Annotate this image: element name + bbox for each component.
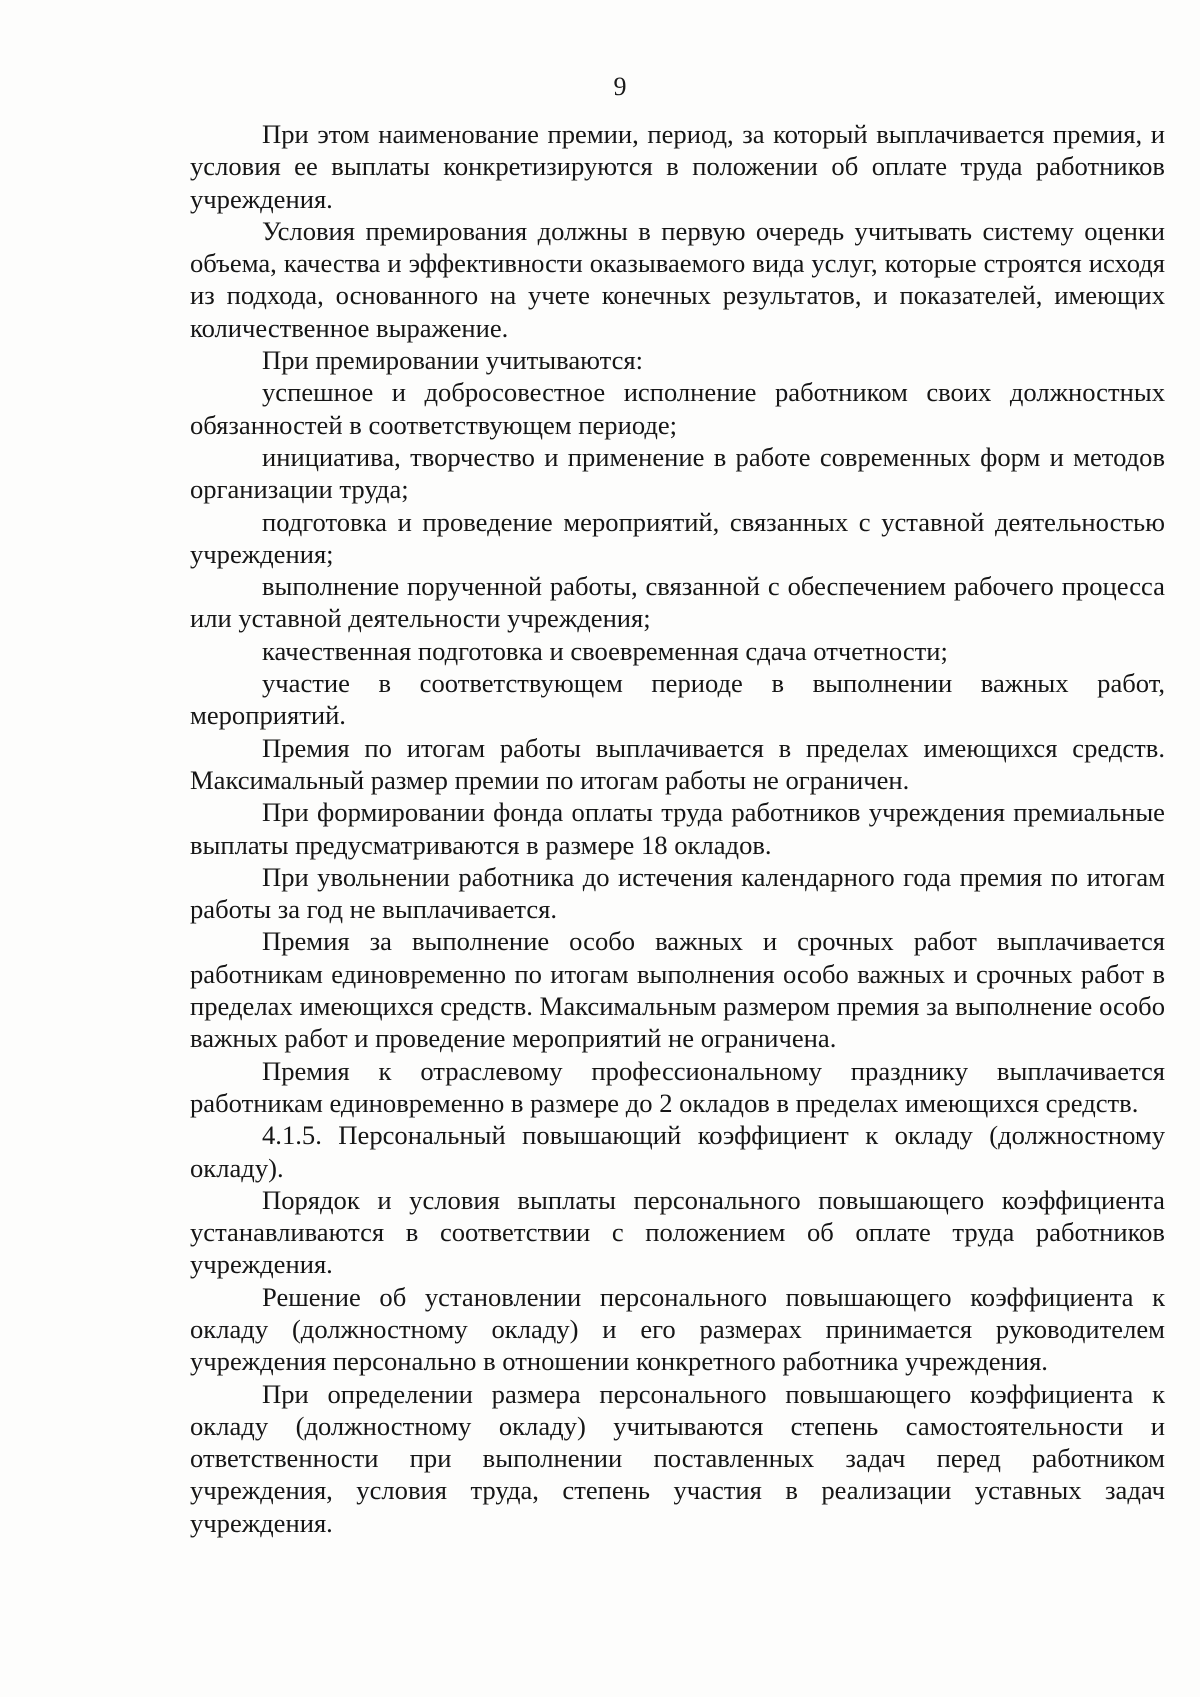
list-item-important-works: участие в соответствующем периоде в выполнении важных работ, мероприятий. bbox=[190, 668, 1165, 731]
paragraph-bonus-criteria-intro: При премировании учитываются: bbox=[262, 345, 644, 376]
paragraph-urgent-work-bonus: Премия за выполнение особо важных и срочных работ выплачивается работникам единовременно по итогам выполнения особо важных и срочных работ в пределах имеющихся средств. Максимальным размером премия за выполнение особо важных работ и проведение мероприятий не ограничена. bbox=[190, 926, 1165, 1054]
paragraph-holiday-bonus: Премия к отраслевому профессиональному празднику выплачивается работникам единовременно в размере до 2 окладов в пределах имеющихся средств. bbox=[190, 1055, 1165, 1118]
paragraph-coefficient-procedure: Порядок и условия выплаты персонального повышающего коэффициента устанавливаются в соответствии с положением об оплате труда работников учреждения. bbox=[190, 1184, 1165, 1280]
list-item-initiative: инициатива, творчество и применение в работе современных форм и методов организации труда; bbox=[190, 441, 1165, 505]
paragraph-coefficient-decision: Решение об установлении персонального повышающего коэффициента к окладу (должностному окладу) и его размерах принимается руководителем учреждения персонально в отношении конкретного работника учреждения. bbox=[190, 1281, 1165, 1377]
paragraph-dismissal: При увольнении работника до истечения календарного года премия по итогам работы за год не выплачивается. bbox=[190, 861, 1165, 925]
list-item-duties: успешное и добросовестное исполнение работником своих должностных обязанностей в соответствующем периоде; bbox=[190, 377, 1165, 440]
paragraph-bonus-conditions-specified: При этом наименование премии, период, за который выплачивается премия, и условия ее выплаты конкретизируются в положении об оплате труда работников учреждения. bbox=[190, 119, 1165, 214]
paragraph-bonus-evaluation-system: Условия премирования должны в первую очередь учитывать систему оценки объема, качества и эффективности оказываемого вида услуг, которые строятся исходя из подхода, основанного на учете конечных результатов, и показателей, имеющих количественное выражение. bbox=[190, 215, 1165, 343]
paragraph-coefficient-size: При определении размера персонального повышающего коэффициента к окладу (должностному окладу) учитываются степень самостоятельности и ответственности при выполнении поставленных задач перед работником учреждения, условия труда, степень участия в реализации уставных задач учреждения. bbox=[190, 1378, 1165, 1538]
list-item-reporting: качественная подготовка и своевременная сдача отчетности; bbox=[262, 635, 948, 666]
list-item-events: подготовка и проведение мероприятий, связанных с уставной деятельностью учреждения; bbox=[190, 506, 1165, 569]
paragraph-payroll-fund: При формировании фонда оплаты труда работников учреждения премиальные выплаты предусматриваются в размере 18 окладов. bbox=[190, 797, 1165, 860]
page-number: 9 bbox=[613, 72, 627, 101]
section-heading-4-1-5: 4.1.5. Персональный повышающий коэффициент к окладу (должностному окладу). bbox=[190, 1120, 1165, 1183]
paragraph-results-bonus: Премия по итогам работы выплачивается в пределах имеющихся средств. Максимальный размер премии по итогам работы не ограничен. bbox=[190, 732, 1165, 795]
document-body bbox=[190, 118, 1165, 1539]
list-item-assigned-work: выполнение порученной работы, связанной с обеспечением рабочего процесса или уставной деятельности учреждения; bbox=[190, 571, 1165, 634]
